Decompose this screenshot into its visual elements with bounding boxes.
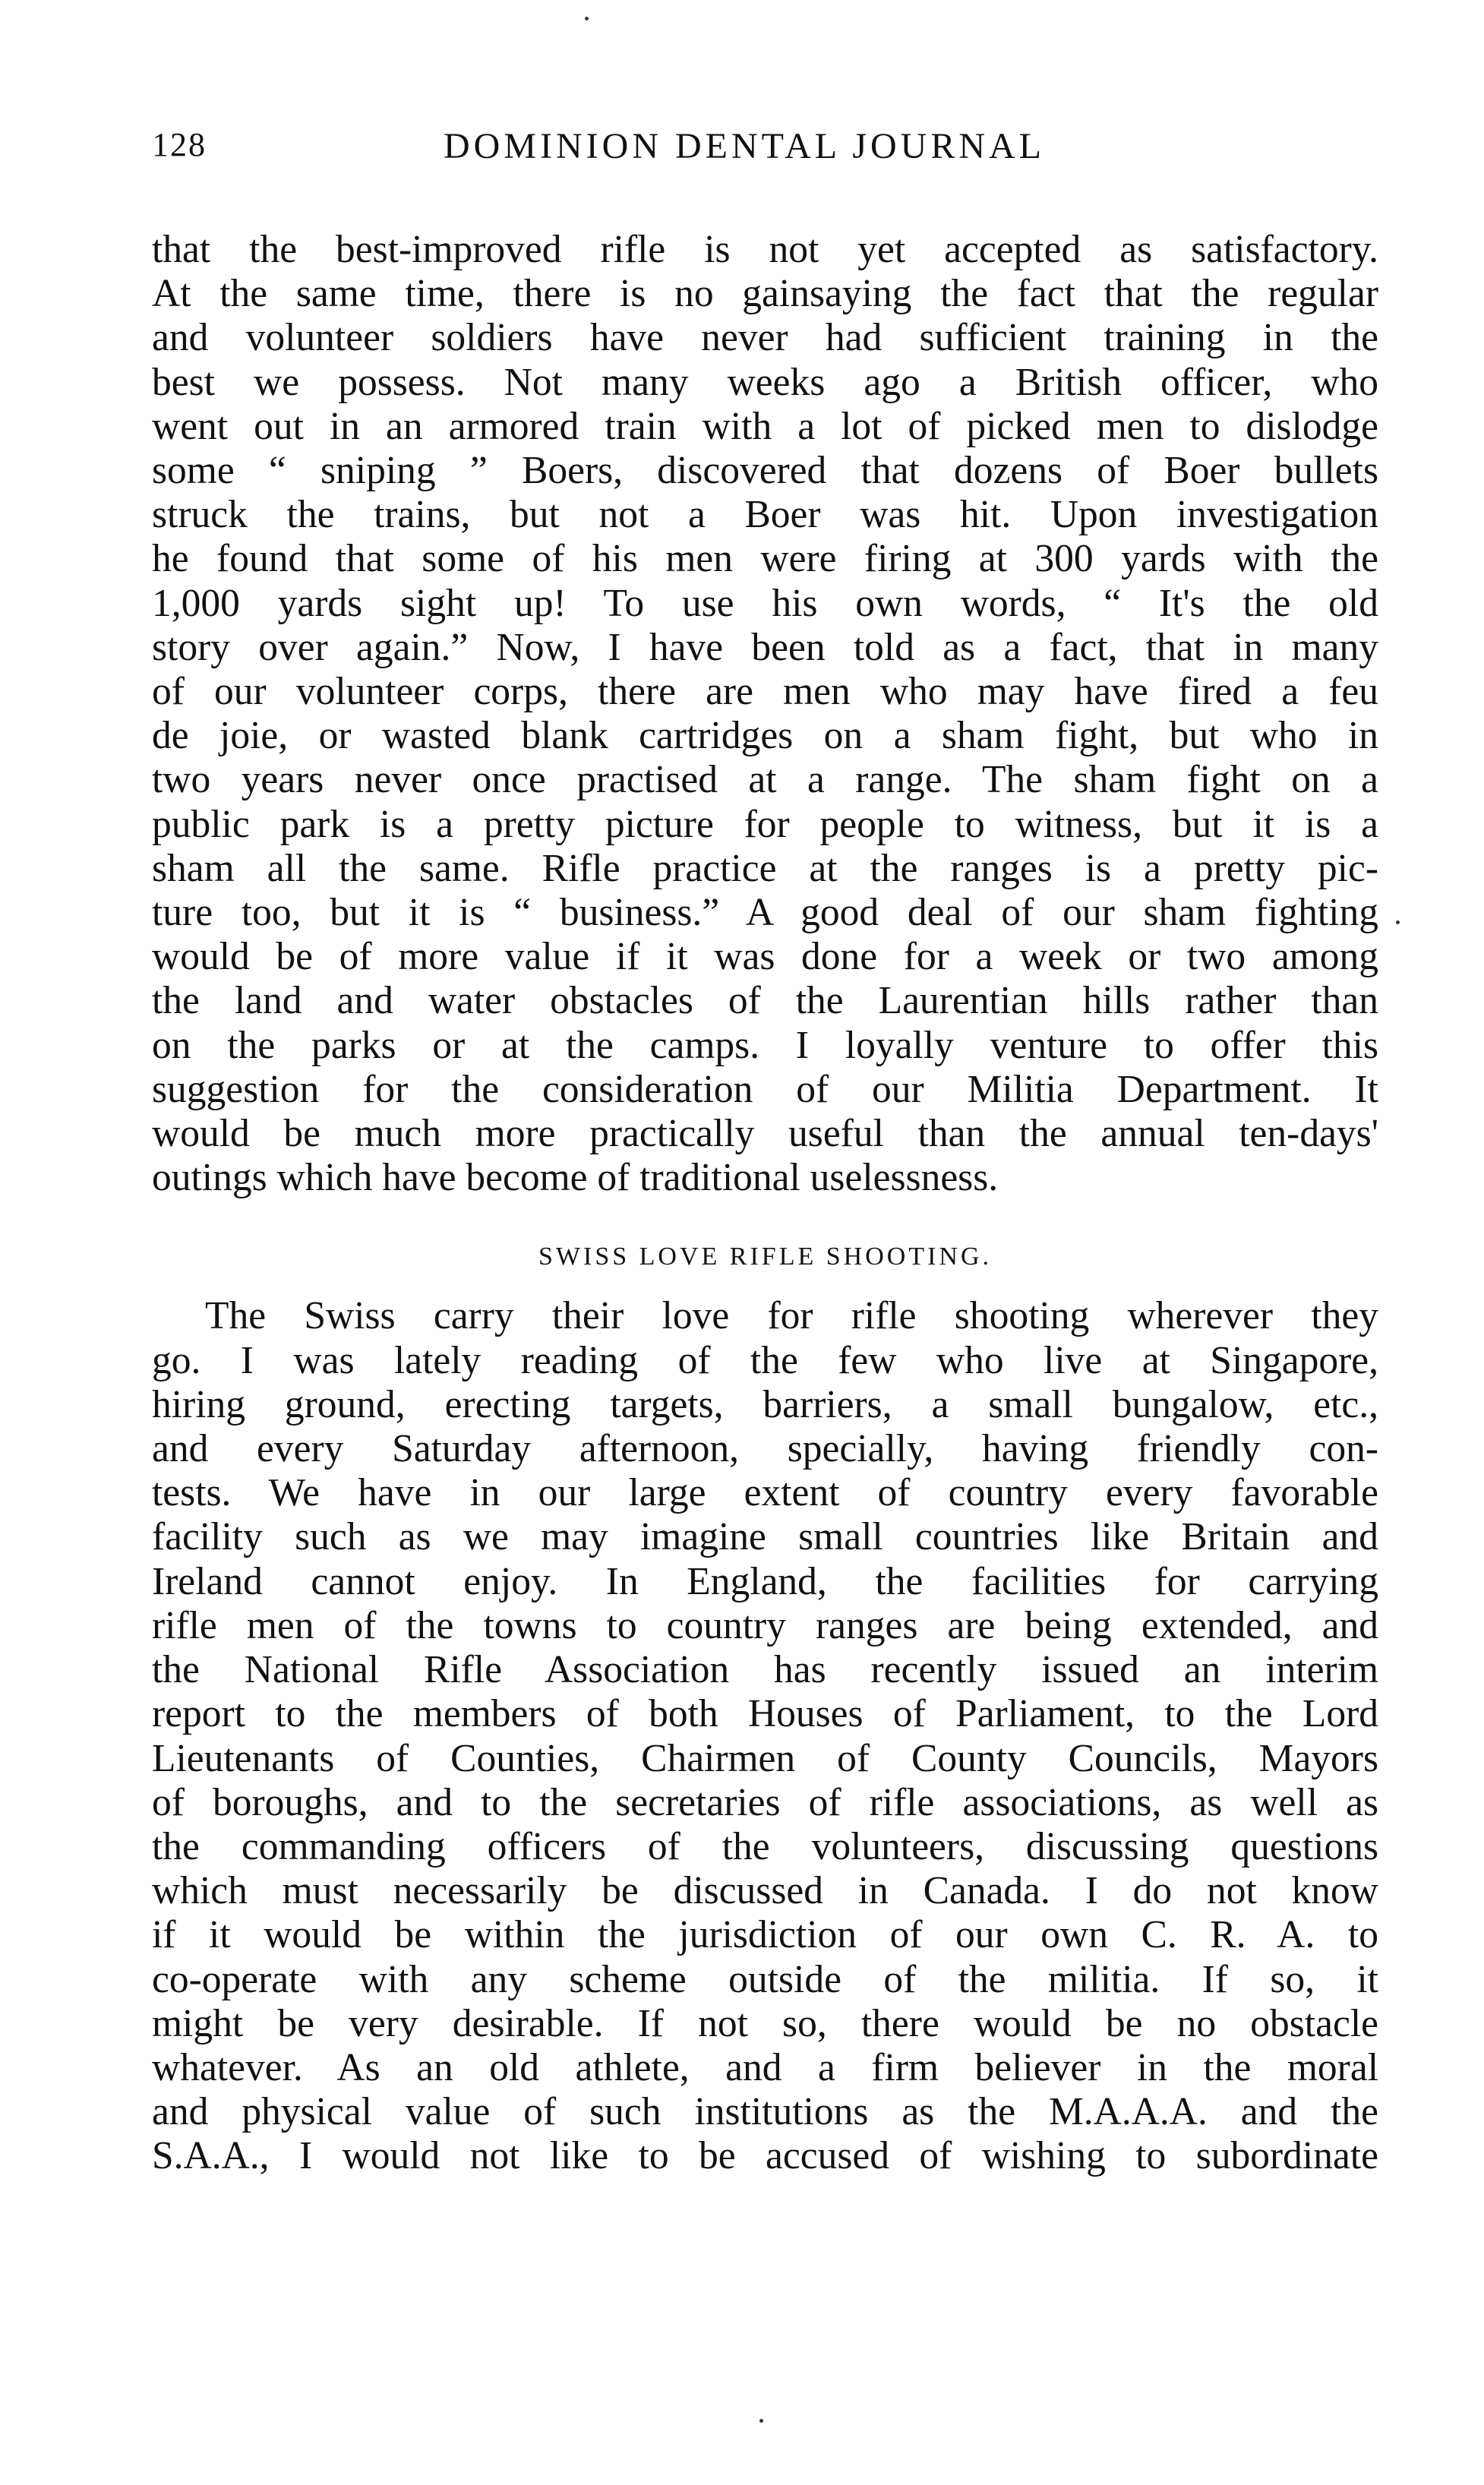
text-line: he found that some of his men were firing at 300 yards with the [152,537,1378,581]
text-line: Ireland cannot enjoy. In England, the facilities for carrying [152,1559,1378,1603]
text-line: hiring ground, erecting targets, barriers, a small bungalow, etc., [152,1382,1378,1426]
text-line: public park is a pretty picture for people to witness, but it is a [152,802,1378,846]
text-line: the commanding officers of the volunteers, discussing questions [152,1824,1378,1868]
text-line: 1,000 yards sight up! To use his own words, “ It's the old [152,581,1378,625]
text-line: two years never once practised at a range. The sham fight on a [152,758,1378,802]
paragraph-swiss-rifle-shooting [152,1294,1378,2178]
text-line: and every Saturday afternoon, specially, having friendly con- [152,1427,1378,1471]
text-line: some “ sniping ” Boers, discovered that dozens of Boer bullets [152,449,1378,493]
text-line: de joie, or wasted blank cartridges on a sham fight, but who in [152,714,1378,758]
text-line: report to the members of both Houses of Parliament, to the Lord [152,1692,1378,1736]
text-line: story over again.” Now, I have been told as a fact, that in many [152,625,1378,669]
text-line: which must necessarily be discussed in Canada. I do not know [152,1869,1378,1913]
text-line: of our volunteer corps, there are men who may have fired a feu [152,670,1378,714]
body-text [152,228,1378,2179]
print-speck-top [585,17,589,21]
text-line: if it would be within the jurisdiction of our own C. R. A. to [152,1913,1378,1957]
text-line: The Swiss carry their love for rifle shooting wherever they [205,1294,1378,1338]
text-line: Lieutenants of Counties, Chairmen of County Councils, Mayors [152,1736,1378,1780]
text-line: best we possess. Not many weeks ago a British officer, who [152,360,1378,404]
text-line: would be much more practically useful than the annual ten-days' [152,1112,1378,1156]
text-line: co-operate with any scheme outside of the militia. If so, it [152,1957,1378,2001]
text-line: rifle men of the towns to country ranges are being extended, and [152,1603,1378,1647]
section-heading: SWISS LOVE RIFLE SHOOTING. [538,1242,992,1271]
text-line: might be very desirable. If not so, there would be no obstacle [152,2001,1378,2045]
text-line: the National Rifle Association has recently issued an interim [152,1648,1378,1692]
text-line: struck the trains, but not a Boer was hit. Upon investigation [152,493,1378,537]
page-number: 128 [152,126,207,163]
text-line: ture too, but it is “ business.” A good deal of our sham fighting [152,891,1378,935]
text-line: suggestion for the consideration of our Militia Department. It [152,1067,1378,1111]
text-line: that the best-improved rifle is not yet accepted as satisfactory. [152,228,1378,271]
print-speck-margin [1396,920,1400,924]
text-line: and physical value of such institutions as the M.A.A.A. and the [152,2090,1378,2134]
text-line: S.A.A., I would not like to be accused of wishing to subordinate [152,2134,1378,2178]
text-line: would be of more value if it was done for a week or two among [152,935,1378,979]
text-line: whatever. As an old athlete, and a firm believer in the moral [152,2045,1378,2089]
text-line: go. I was lately reading of the few who live at Singapore, [152,1338,1378,1382]
text-line: outings which have become of traditional uselessness. [152,1156,999,1200]
running-title: DOMINION DENTAL JOURNAL [444,126,1045,166]
text-line: facility such as we may imagine small countries like Britain and [152,1515,1378,1559]
text-line: tests. We have in our large extent of country every favorable [152,1471,1378,1515]
paragraph-militia-training [152,228,1378,1200]
text-line: the land and water obstacles of the Laurentian hills rather than [152,979,1378,1023]
text-line: went out in an armored train with a lot of picked men to dislodge [152,404,1378,448]
page-header [152,125,1337,186]
print-speck-bottom [759,2419,763,2423]
text-line: of boroughs, and to the secretaries of rifle associations, as well as [152,1780,1378,1824]
text-line: sham all the same. Rifle practice at the ranges is a pretty pic- [152,846,1378,890]
text-line: and volunteer soldiers have never had sufficient training in the [152,316,1378,360]
text-line: on the parks or at the camps. I loyally venture to offer this [152,1023,1378,1067]
text-line: At the same time, there is no gainsaying the fact that the regular [152,272,1378,316]
